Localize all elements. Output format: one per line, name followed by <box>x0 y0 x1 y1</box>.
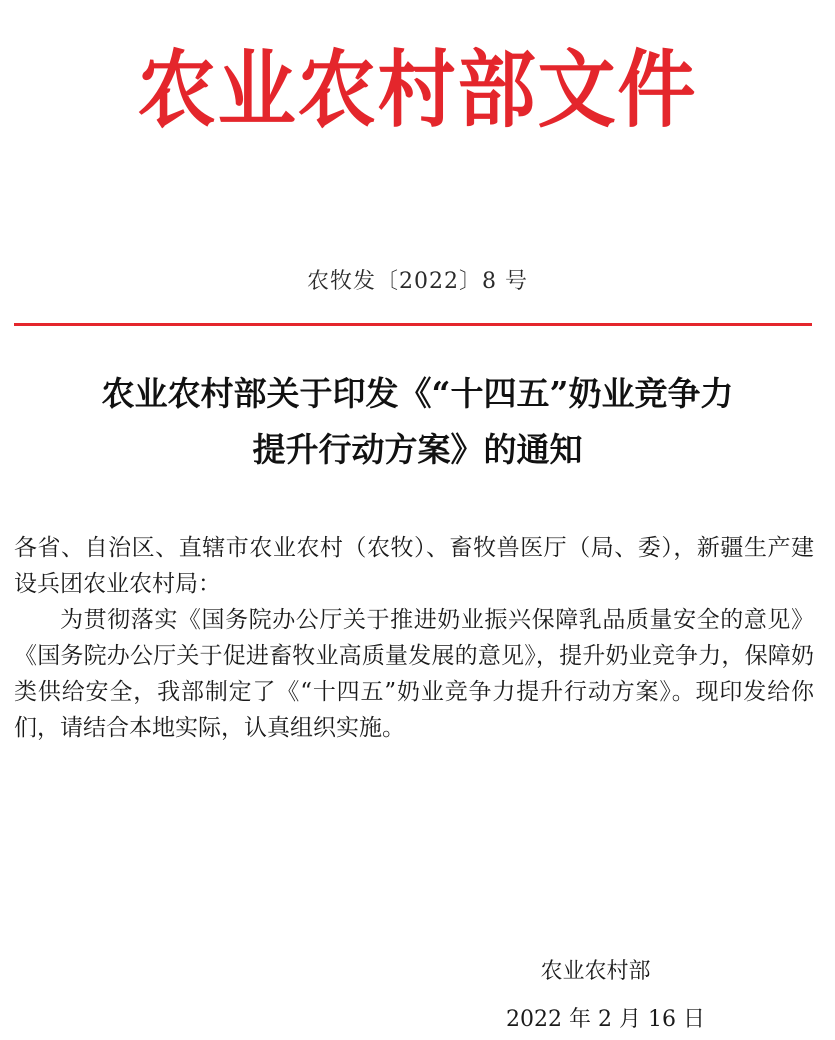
notice-title <box>0 366 835 478</box>
notice-body <box>14 530 814 746</box>
issue-date: 2022 年 2 月 16 日 <box>506 1007 705 1032</box>
notice-title-line-1: 农业农村部关于印发《“十四五”奶业竞争力 <box>101 374 734 413</box>
issuer-name: 农业农村部 <box>540 959 651 984</box>
notice-title-line-2: 提升行动方案》的通知 <box>252 430 583 469</box>
signature-block <box>506 952 705 1040</box>
addressees: 各省、自治区、直辖市农业农村（农牧）、畜牧兽医厅（局、委），新疆生产建设兵团农业农村局： <box>14 535 814 597</box>
red-divider-line <box>14 323 812 326</box>
document-header-title: 农业农村部文件 <box>137 40 698 139</box>
body-paragraph: 为贯彻落实《国务院办公厅关于推进奶业振兴保障乳品质量安全的意见》《国务院办公厅关于促进畜牧业高质量发展的意见》，提升奶业竞争力，保障奶类供给安全，我部制定了《“十四五”奶业竞争力提升行动方案》。现印发给你们，请结合本地实际，认真组织实施。 <box>14 607 814 741</box>
document-number: 农牧发〔2022〕8 号 <box>307 269 528 294</box>
